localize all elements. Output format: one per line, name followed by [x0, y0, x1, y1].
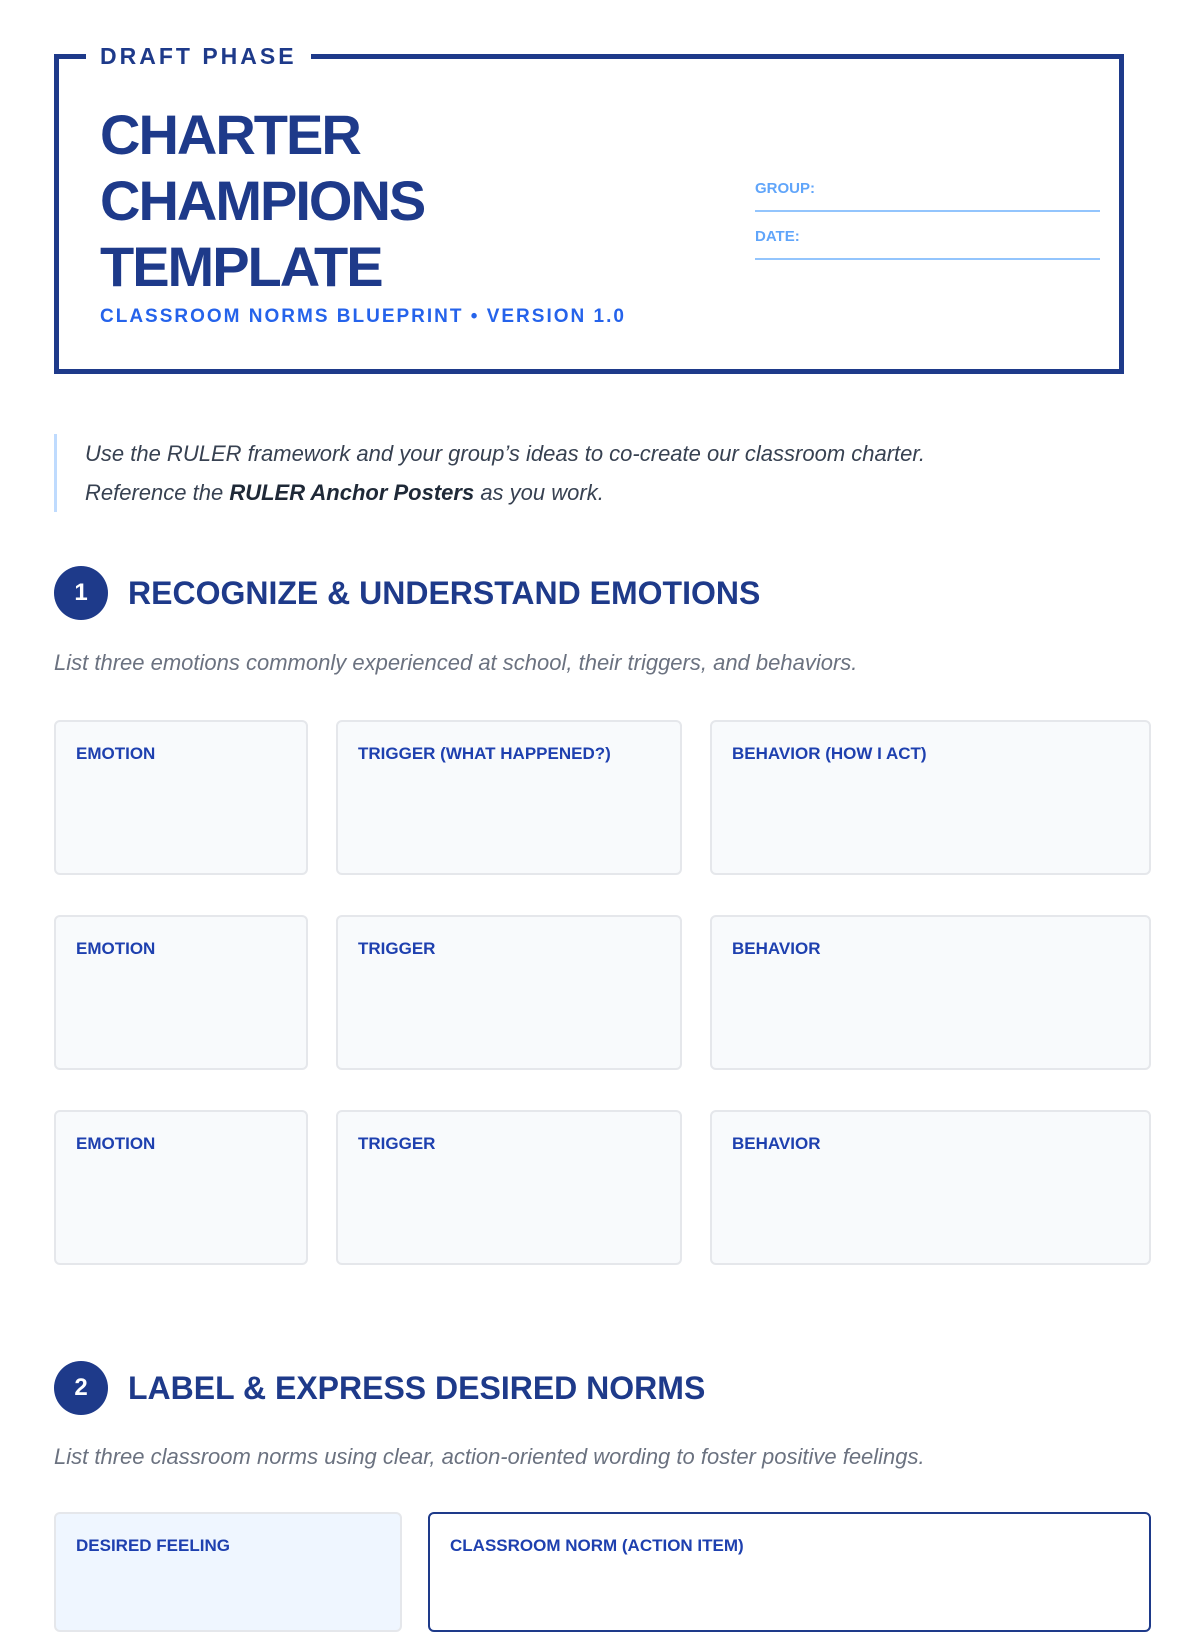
phase-tag: DRAFT PHASE: [86, 38, 311, 74]
behavior-box[interactable]: [710, 915, 1151, 1070]
intro-quote: [54, 434, 1145, 512]
trigger-box[interactable]: [336, 720, 682, 875]
trigger-box[interactable]: [336, 1110, 682, 1265]
emotion-box[interactable]: [54, 1110, 308, 1265]
classroom-norm-box[interactable]: [428, 1512, 1151, 1632]
behavior-box[interactable]: [710, 1110, 1151, 1265]
intro-emphasis: RULER Anchor Posters: [229, 480, 475, 505]
desired-feeling-box[interactable]: [54, 1512, 402, 1632]
box-label: TRIGGER (WHAT HAPPENED?): [358, 744, 611, 763]
intro-text: as you work.: [474, 480, 604, 505]
box-label: EMOTION: [76, 744, 156, 763]
emotion-box[interactable]: [54, 720, 308, 875]
section-title: LABEL & EXPRESS DESIRED NORMS: [128, 1370, 706, 1406]
group-label: GROUP:: [755, 180, 815, 197]
title-line: CHAMPIONS: [100, 169, 425, 232]
trigger-box[interactable]: [336, 915, 682, 1070]
page-subtitle: CLASSROOM NORMS BLUEPRINT • VERSION 1.0: [100, 306, 626, 327]
box-label: EMOTION: [76, 939, 156, 958]
section-2-description: List three classroom norms using clear, action-oriented wording to foster positive feelings.: [54, 1444, 925, 1469]
page-title: [100, 102, 424, 300]
intro-line-2: [85, 473, 1145, 512]
box-label: BEHAVIOR (HOW I ACT): [732, 744, 927, 763]
behavior-box[interactable]: [710, 720, 1151, 875]
emotion-box[interactable]: [54, 915, 308, 1070]
title-line: CHARTER: [100, 103, 360, 166]
section-number-badge: 2: [54, 1361, 108, 1415]
title-line: TEMPLATE: [100, 235, 382, 298]
box-label: BEHAVIOR: [732, 1134, 821, 1153]
date-label: DATE:: [755, 228, 800, 245]
date-field[interactable]: [755, 228, 1100, 260]
section-title: RECOGNIZE & UNDERSTAND EMOTIONS: [128, 575, 761, 611]
section-number-badge: 1: [54, 566, 108, 620]
box-label: TRIGGER: [358, 1134, 436, 1153]
box-label: DESIRED FEELING: [76, 1536, 230, 1555]
group-field[interactable]: [755, 180, 1100, 212]
box-label: TRIGGER: [358, 939, 436, 958]
section-1-description: List three emotions commonly experienced at school, their triggers, and behaviors.: [54, 650, 858, 675]
intro-text: Reference the: [85, 480, 230, 505]
box-label: EMOTION: [76, 1134, 156, 1153]
box-label: CLASSROOM NORM (ACTION ITEM): [450, 1536, 744, 1555]
intro-line-1: Use the RULER framework and your group’s ideas to co-create our classroom charter.: [85, 441, 926, 466]
box-label: BEHAVIOR: [732, 939, 821, 958]
